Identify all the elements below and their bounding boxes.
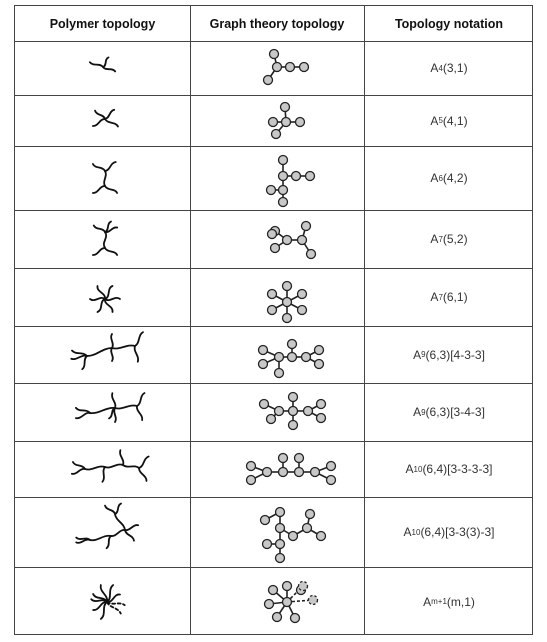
graph-node — [291, 614, 300, 623]
graph-node — [306, 510, 315, 519]
graph-node — [270, 50, 279, 59]
graph-node — [279, 156, 288, 165]
notation-args: (4,2) — [442, 171, 468, 185]
graph-node — [269, 586, 278, 595]
notation-base: A — [403, 525, 412, 539]
graph-node — [296, 118, 305, 127]
polymer-chain — [139, 468, 147, 481]
notation-base: A — [413, 405, 422, 419]
graph-node — [317, 400, 326, 409]
graph-node — [276, 554, 285, 563]
polymer-chain — [105, 110, 114, 119]
polymer-chain — [105, 286, 113, 299]
graph-node — [247, 476, 256, 485]
notation-base: A — [405, 462, 414, 476]
notation-args: (4,1) — [442, 113, 468, 128]
graph-node — [298, 290, 307, 299]
notation-base: A — [430, 290, 439, 304]
notation-args: (5,2) — [442, 232, 468, 246]
polymer-chain — [94, 226, 105, 233]
graph-node — [304, 407, 313, 416]
graph-node — [302, 222, 311, 231]
polymer-chain — [125, 530, 134, 541]
graph-node — [299, 582, 308, 591]
graph-node — [283, 598, 292, 607]
polymer-chain — [90, 62, 103, 67]
polymer-chain — [105, 506, 115, 514]
notation-args: (6,3)[3-4-3] — [425, 405, 485, 419]
graph-node — [292, 172, 301, 181]
graph-node — [273, 63, 282, 72]
graph-node — [283, 298, 292, 307]
header-polymer-topology: Polymer topology — [49, 16, 156, 31]
polymer-chain — [114, 408, 116, 422]
polymer-chain — [72, 469, 85, 474]
polymer-chain — [111, 348, 113, 361]
graph-node — [273, 613, 282, 622]
notation-base: A — [423, 594, 432, 609]
graph-node — [279, 454, 288, 463]
notation-subscript: m+1 — [431, 597, 447, 606]
graph-node — [259, 346, 268, 355]
graph-node — [275, 353, 284, 362]
polymer-chain — [105, 248, 117, 255]
header-graph-theory-topology: Graph theory topology — [209, 16, 345, 31]
header-topology-notation: Topology notation — [394, 16, 504, 31]
graph-node — [269, 118, 278, 127]
polymer-chain — [93, 186, 105, 193]
polymer-chain — [135, 346, 139, 362]
notation-subscript: 6 — [438, 173, 443, 183]
notation-args: (m,1) — [446, 594, 475, 609]
graph-node — [282, 118, 291, 127]
graph-node — [295, 468, 304, 477]
polymer-chain — [112, 346, 135, 349]
notation-args: (3,1) — [442, 61, 468, 75]
polymer-chain — [90, 408, 115, 413]
polymer-chain — [90, 536, 111, 540]
polymer-chain — [137, 393, 145, 406]
notation-subscript: 9 — [421, 407, 426, 417]
graph-node — [327, 462, 336, 471]
notation-args: (6,3)[4-3-3] — [425, 347, 485, 362]
polymer-chain — [93, 164, 105, 171]
notation-args: (6,1) — [442, 290, 468, 304]
graph-node — [267, 415, 276, 424]
graph-node — [268, 230, 277, 239]
graph-node — [279, 468, 288, 477]
notation-subscript: 9 — [421, 350, 426, 359]
polymer-chain — [93, 248, 105, 255]
notation-subscript: 10 — [411, 527, 421, 537]
polymer-chain — [135, 332, 143, 346]
graph-node — [271, 244, 280, 253]
notation-base: A — [430, 232, 439, 246]
graph-node — [268, 290, 277, 299]
graph-node — [263, 540, 272, 549]
polymer-chain — [107, 536, 111, 548]
polymer-chain — [111, 334, 113, 348]
graph-node — [279, 172, 288, 181]
graph-node — [300, 63, 309, 72]
graph-node — [264, 76, 273, 85]
topology-drawings — [15, 6, 534, 636]
polymer-chain — [112, 393, 115, 408]
polymer-chain — [87, 348, 112, 356]
graph-node — [317, 532, 326, 541]
polymer-chain — [82, 356, 87, 369]
polymer-chain — [123, 465, 139, 468]
graph-node — [298, 306, 307, 315]
polymer-chain — [105, 162, 116, 171]
graph-node — [260, 400, 269, 409]
polymer-chain — [105, 119, 118, 127]
graph-node — [276, 508, 285, 517]
polymer-chain — [105, 186, 117, 193]
notation-subscript: 4 — [438, 63, 443, 73]
graph-node — [283, 582, 292, 591]
polymer-chain — [115, 514, 125, 530]
graph-node — [289, 421, 298, 430]
graph-node — [289, 532, 298, 541]
graph-node — [289, 407, 298, 416]
graph-node — [288, 340, 297, 349]
graph-node — [265, 600, 274, 609]
polymer-chain — [103, 57, 109, 67]
notation-base: A — [413, 347, 422, 362]
graph-node — [281, 103, 290, 112]
notation-base: A — [430, 171, 439, 185]
graph-node — [279, 186, 288, 195]
graph-node — [311, 468, 320, 477]
graph-node — [317, 414, 326, 423]
graph-node — [276, 524, 285, 533]
graph-node — [267, 186, 276, 195]
polymer-chain — [95, 111, 105, 119]
graph-node — [309, 596, 318, 605]
polymer-chain — [102, 467, 105, 482]
polymer-chain — [104, 171, 106, 186]
graph-node — [315, 360, 324, 369]
polymer-chain — [97, 286, 105, 299]
polymer-chain — [115, 406, 137, 409]
polymer-chain — [104, 232, 106, 248]
graph-node — [306, 172, 315, 181]
graph-node — [283, 314, 292, 323]
graph-node — [303, 524, 312, 533]
graph-node — [286, 63, 295, 72]
graph-node — [295, 454, 304, 463]
graph-node — [298, 236, 307, 245]
graph-node — [247, 462, 256, 471]
polymer-chain — [73, 462, 85, 469]
polymer-chain — [93, 119, 105, 126]
graph-node — [263, 468, 272, 477]
graph-node — [272, 130, 281, 139]
polymer-chain — [120, 450, 123, 465]
notation-base: A — [430, 61, 439, 75]
graph-node — [302, 353, 311, 362]
polymer-chain — [85, 467, 105, 470]
graph-node — [275, 369, 284, 378]
graph-node — [279, 198, 288, 207]
notation-base: A — [430, 113, 439, 128]
graph-node — [283, 282, 292, 291]
graph-node — [315, 346, 324, 355]
polymer-chain — [111, 530, 125, 536]
polymer-chain — [137, 406, 142, 420]
topology-table — [14, 5, 533, 635]
notation-subscript: 5 — [438, 116, 443, 125]
polymer-chain — [107, 602, 125, 605]
notation-args: (6,4)[3-3(3)-3] — [420, 525, 495, 539]
polymer-chain — [105, 465, 123, 468]
notation-args: (6,4)[3-3-3-3] — [422, 462, 493, 476]
graph-node — [259, 360, 268, 369]
polymer-chain — [105, 299, 113, 312]
graph-node — [288, 353, 297, 362]
polymer-chain — [76, 540, 90, 543]
graph-node — [261, 516, 270, 525]
polymer-chain — [76, 413, 90, 418]
graph-node — [275, 407, 284, 416]
graph-node — [289, 393, 298, 402]
notation-subscript: 7 — [438, 234, 443, 244]
graph-node — [327, 476, 336, 485]
notation-subscript: 7 — [438, 292, 443, 302]
notation-subscript: 10 — [413, 464, 423, 474]
graph-node — [268, 306, 277, 315]
polymer-chain — [139, 457, 149, 468]
polymer-chain — [115, 504, 121, 514]
graph-node — [307, 250, 316, 259]
polymer-chain — [98, 299, 106, 312]
graph-node — [283, 236, 292, 245]
polymer-chain — [103, 67, 115, 71]
polymer-chain — [125, 525, 138, 530]
graph-node — [276, 540, 285, 549]
